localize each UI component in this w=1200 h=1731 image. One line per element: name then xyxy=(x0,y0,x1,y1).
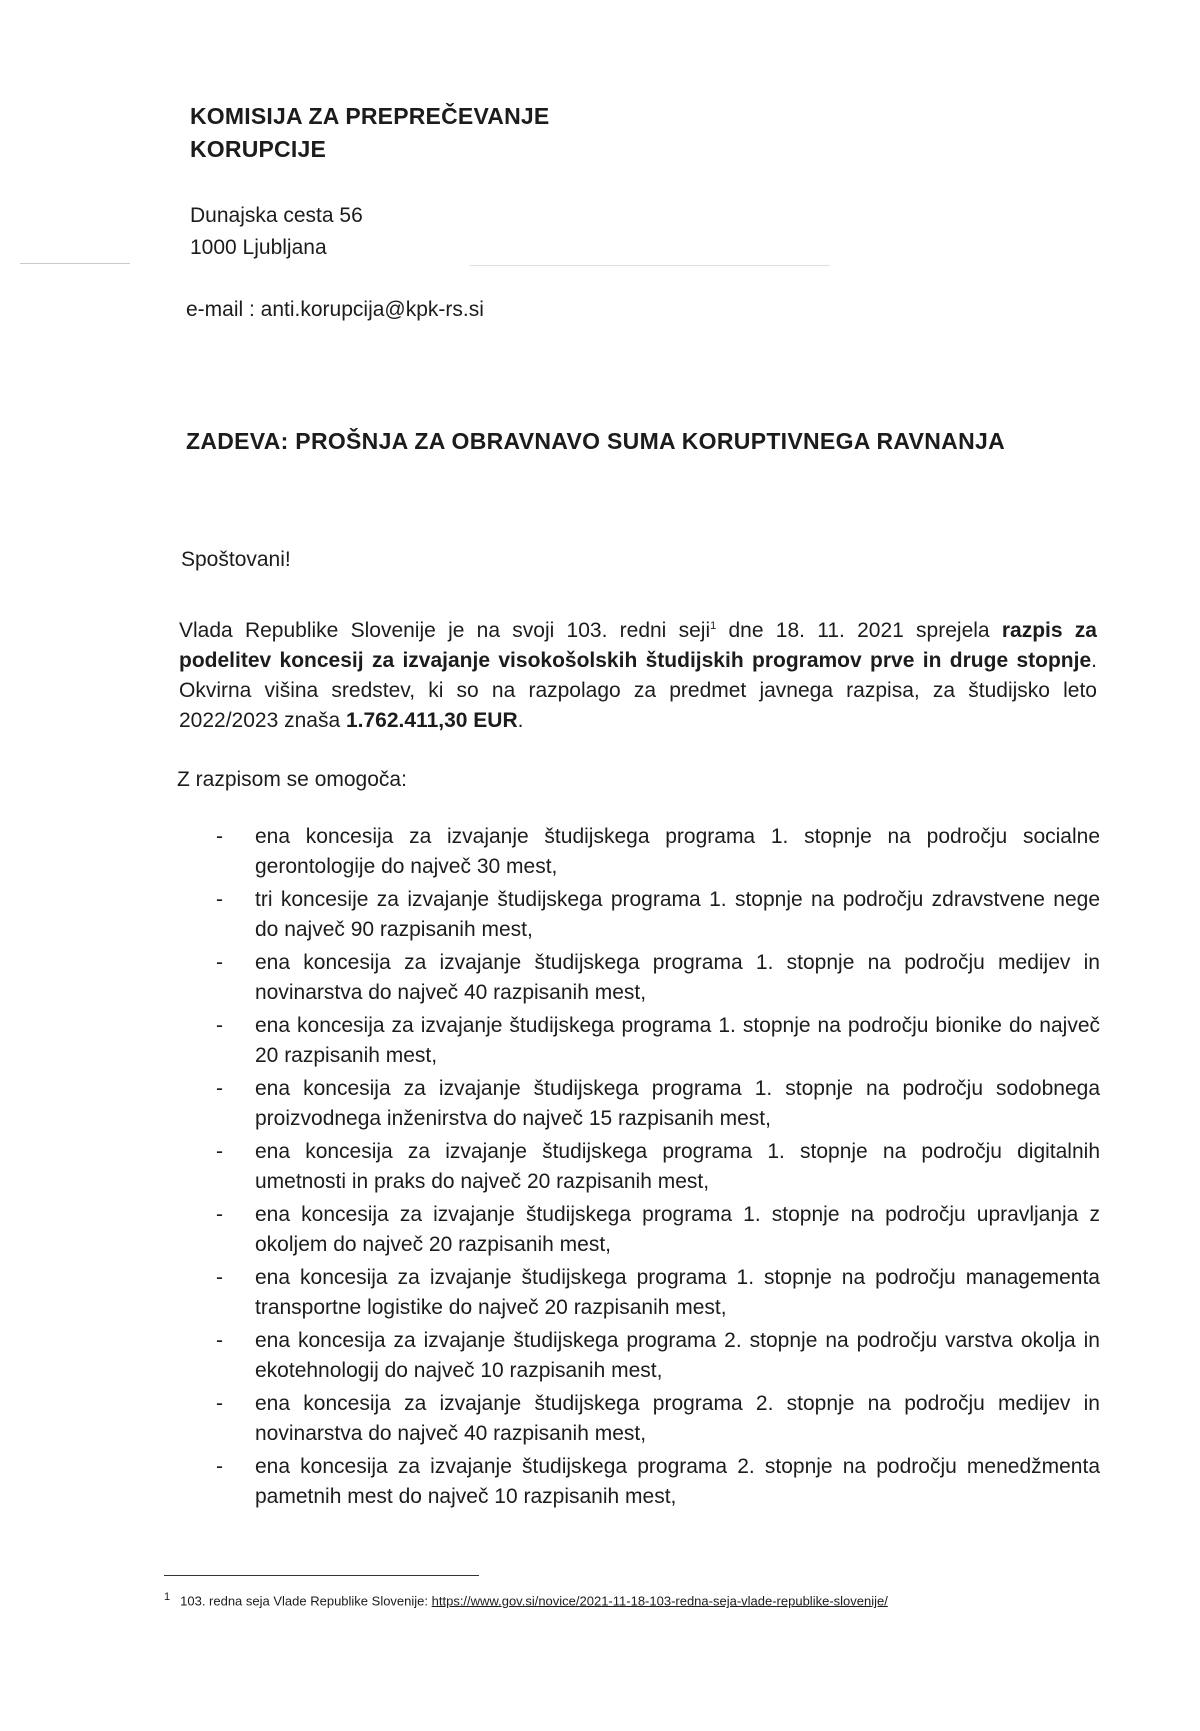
list-item xyxy=(210,1326,1100,1386)
list-item xyxy=(210,1389,1100,1449)
list-dash: - xyxy=(216,1014,223,1037)
list-item-text: ena koncesija za izvajanje študijskega programa 1. stopnje na področju digitalnih umetnosti in praks do največ 20 razpisanih mest, xyxy=(255,1140,1100,1193)
recipient-line-1: KOMISIJA ZA PREPREČEVANJE xyxy=(190,103,550,129)
footnote-divider xyxy=(164,1575,479,1576)
list-dash: - xyxy=(216,1329,223,1352)
paragraph-text-1: Vlada Republike Slovenije je na svoji 103. redni seji xyxy=(179,619,711,642)
paragraph-text-3: . Okvirna višina sredstev, ki so na razpolago za predmet javnega razpisa, za študijsko leto 2022/2023 znaša xyxy=(179,649,1097,732)
list-item xyxy=(210,1074,1100,1134)
list-dash: - xyxy=(216,1392,223,1415)
list-item-text: ena koncesija za izvajanje študijskega programa 1. stopnje na področju bionike do največ 20 razpisanih mest, xyxy=(255,1014,1100,1067)
subject-line: ZADEVA: PROŠNJA ZA OBRAVNAVO SUMA KORUPTIVNEGA RAVNANJA xyxy=(186,428,1005,454)
list-item-text: ena koncesija za izvajanje študijskega programa 1. stopnje na področju managementa transportne logistike do največ 20 razpisanih mest, xyxy=(255,1266,1100,1319)
greeting: Spoštovani! xyxy=(181,548,291,571)
paragraph-bold-tender: razpis za podelitev koncesij za izvajanje visokošolskih študijskih programov prve in druge stopnje xyxy=(179,619,1097,672)
list-item xyxy=(210,1263,1100,1323)
address-block xyxy=(190,200,363,264)
list-item xyxy=(210,948,1100,1008)
list-item-text: ena koncesija za izvajanje študijskega programa 2. stopnje na področju menedžmenta pametnih mest do največ 10 razpisanih mest, xyxy=(255,1455,1100,1508)
list-item-text: ena koncesija za izvajanje študijskega programa 1. stopnje na področju upravljanja z okoljem do največ 20 razpisanih mest, xyxy=(255,1203,1100,1256)
recipient-line-2: KORUPCIJE xyxy=(190,136,326,162)
list-item xyxy=(210,1011,1100,1071)
email-line: e-mail : anti.korupcija@kpk-rs.si xyxy=(186,298,484,321)
list-item-text: tri koncesije za izvajanje študijskega programa 1. stopnje na področju zdravstvene nege do največ 90 razpisanih mest, xyxy=(255,888,1100,941)
list-dash: - xyxy=(216,825,223,848)
list-item xyxy=(210,1137,1100,1197)
concession-list xyxy=(210,822,1100,1515)
list-item-text: ena koncesija za izvajanje študijskega programa 2. stopnje na področju medijev in novinarstva do največ 40 razpisanih mest, xyxy=(255,1392,1100,1445)
list-item xyxy=(210,822,1100,882)
list-dash: - xyxy=(216,1140,223,1163)
list-dash: - xyxy=(216,951,223,974)
scan-artifact xyxy=(470,265,830,266)
list-item-text: ena koncesija za izvajanje študijskega programa 1. stopnje na področju sodobnega proizvodnega inženirstva do največ 15 razpisanih mest, xyxy=(255,1077,1100,1130)
address-city: 1000 Ljubljana xyxy=(190,236,327,259)
list-dash: - xyxy=(216,1077,223,1100)
list-dash: - xyxy=(216,888,223,911)
footnote-link[interactable]: https://www.gov.si/novice/2021-11-18-103-redna-seja-vlade-republike-slovenije/ xyxy=(431,1593,888,1609)
list-dash: - xyxy=(216,1455,223,1478)
footnote-number: 1 xyxy=(164,1591,171,1603)
list-intro: Z razpisom se omogoča: xyxy=(177,768,407,791)
list-item-text: ena koncesija za izvajanje študijskega programa 1. stopnje na področju medijev in novinarstva do največ 40 razpisanih mest, xyxy=(255,951,1100,1004)
address-street: Dunajska cesta 56 xyxy=(190,204,363,227)
list-dash: - xyxy=(216,1203,223,1226)
paragraph-text-4: . xyxy=(517,709,524,732)
list-item xyxy=(210,885,1100,945)
list-item-text: ena koncesija za izvajanje študijskega programa 1. stopnje na področju socialne gerontologije do največ 30 mest, xyxy=(255,825,1100,878)
list-item xyxy=(210,1452,1100,1512)
list-item xyxy=(210,1200,1100,1260)
list-dash: - xyxy=(216,1266,223,1289)
list-item-text: ena koncesija za izvajanje študijskega programa 2. stopnje na področju varstva okolja in ekotehnologij do največ 10 razpisanih mest, xyxy=(255,1329,1100,1382)
recipient-block xyxy=(190,100,549,166)
footnote-reference: 1 xyxy=(710,620,717,632)
paragraph-bold-amount: 1.762.411,30 EUR xyxy=(345,709,518,732)
footnote xyxy=(164,1588,1084,1610)
footnote-text: 103. redna seja Vlade Republike Slovenije: xyxy=(180,1593,432,1609)
paragraph-text-2: dne 18. 11. 2021 sprejela xyxy=(716,619,1002,642)
scan-artifact xyxy=(20,263,130,264)
body-paragraph xyxy=(179,616,1097,736)
